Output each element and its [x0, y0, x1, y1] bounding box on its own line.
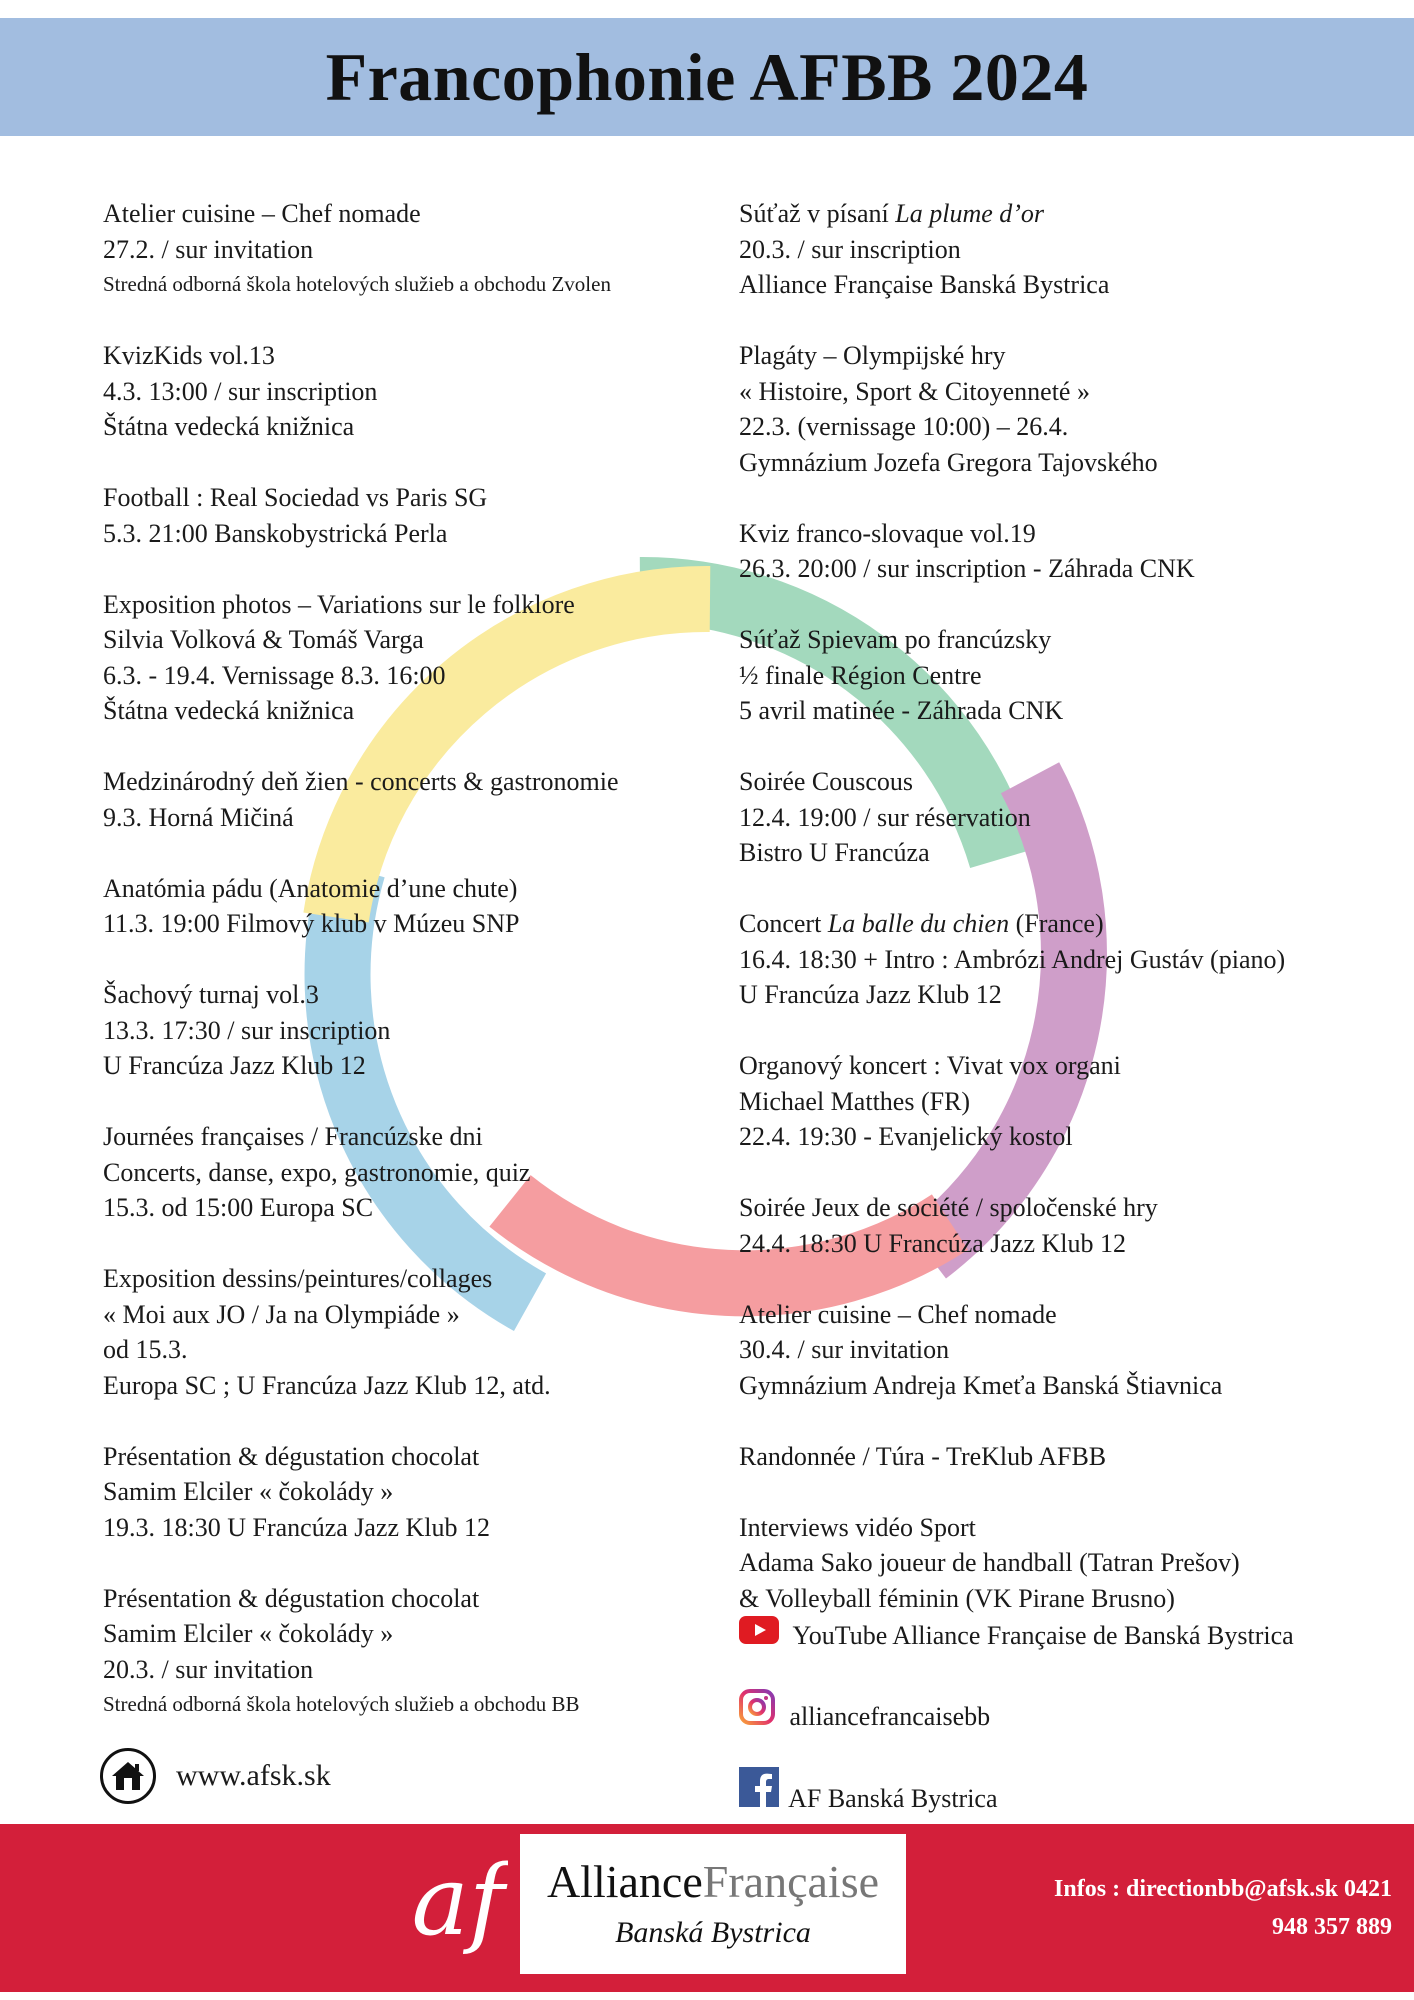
- event-detail: Štátna vedecká knižnica: [103, 412, 355, 441]
- logo-name-francaise: Française: [702, 1855, 880, 1907]
- logo-name: [546, 1855, 880, 1907]
- event-interviews: [739, 1510, 1399, 1654]
- event-detail: 19.3. 18:30 U Francúza Jazz Klub 12: [103, 1512, 491, 1542]
- facebook-icon: [739, 1767, 779, 1807]
- website-url: www.afsk.sk: [176, 1759, 331, 1792]
- event-title: Šachový turnaj vol.3: [103, 980, 319, 1009]
- event-title: Randonnée / Túra - TreKlub AFBB: [739, 1441, 1107, 1471]
- event-detail: 4.3. 13:00 / sur inscription: [103, 376, 378, 406]
- home-icon: [100, 1748, 156, 1804]
- event-venue: Bistro U Francúza: [739, 838, 930, 867]
- youtube-link[interactable]: [739, 1616, 1399, 1654]
- contact-info: [952, 1870, 1392, 1946]
- event-title: Présentation & dégustation chocolat: [103, 1583, 480, 1613]
- event-title: Soirée Couscous: [739, 767, 914, 796]
- event-concert: [739, 906, 1399, 1013]
- event-venue: U Francúza Jazz Klub 12: [739, 980, 1002, 1009]
- event-subtitle: Adama Sako joueur de handball (Tatran Prešov): [739, 1548, 1240, 1577]
- event-left-6: [103, 977, 723, 1084]
- left-event-column: [103, 196, 723, 1758]
- event-left-2: [103, 480, 723, 551]
- event-left-7: [103, 1119, 723, 1226]
- event-venue: Gymnázium Jozefa Gregora Tajovského: [739, 447, 1158, 477]
- event-spievam: [739, 622, 1399, 729]
- event-left-3: [103, 587, 723, 729]
- event-left-4: [103, 764, 723, 835]
- event-title: Exposition dessins/peintures/collages: [103, 1264, 493, 1293]
- event-detail: od 15.3.: [103, 1335, 188, 1364]
- event-title: Interviews vidéo Sport: [739, 1512, 976, 1542]
- event-detail: 20.3. / sur invitation: [103, 1654, 314, 1684]
- event-title: KvizKids vol.13: [103, 341, 275, 370]
- event-plagaty: [739, 338, 1399, 480]
- event-date: 5 avril matinée - Záhrada CNK: [739, 696, 1064, 725]
- event-left-8: [103, 1261, 723, 1403]
- event-venue: Alliance Française Banská Bystrica: [739, 270, 1110, 299]
- instagram-icon: [739, 1689, 775, 1725]
- event-title: Súťaž Spievam po francúzsky: [739, 625, 1052, 654]
- contact-email[interactable]: Infos : directionbb@afsk.sk 0421: [1054, 1876, 1392, 1902]
- event-title: Football : Real Sociedad vs Paris SG: [103, 483, 488, 512]
- event-detail: « Moi aux JO / Ja na Olympiáde »: [103, 1299, 460, 1329]
- event-left-1: [103, 338, 723, 445]
- event-date: 16.4. 18:30 + Intro : Ambrózi Andrej Gustáv (piano): [739, 944, 1286, 974]
- event-left-9: [103, 1439, 723, 1546]
- event-title: Kviz franco-slovaque vol.19: [739, 518, 1036, 548]
- facebook-label: AF Banská Bystrica: [788, 1783, 998, 1813]
- event-left-5: [103, 871, 723, 942]
- event-detail: 15.3. od 15:00 Europa SC: [103, 1193, 374, 1222]
- event-title: Anatómia pádu (Anatomie d’une chute): [103, 873, 518, 903]
- event-date: 22.3. (vernissage 10:00) – 26.4.: [739, 412, 1069, 441]
- event-venue: Stredná odborná škola hotelových služieb a obchodu BB: [103, 1692, 580, 1716]
- event-title: Organový koncert : Vivat vox organi: [739, 1051, 1121, 1080]
- event-left-0: [103, 196, 723, 303]
- event-title: [739, 196, 1399, 232]
- facebook-link[interactable]: [739, 1767, 1399, 1817]
- event-title: Présentation & dégustation chocolat: [103, 1441, 480, 1471]
- website-link[interactable]: [100, 1748, 331, 1804]
- event-title: Journées françaises / Francúzske dni: [103, 1122, 483, 1151]
- spacer: [739, 1735, 1399, 1767]
- instagram-label: alliancefrancaisebb: [789, 1702, 991, 1731]
- event-detail: Silvia Volková & Tomáš Varga: [103, 625, 424, 654]
- event-venue: Gymnázium Andreja Kmeťa Banská Štiavnica: [739, 1370, 1223, 1400]
- event-title-suffix: (France): [1009, 909, 1104, 938]
- event-plume-dor: [739, 196, 1399, 303]
- right-event-column: [739, 196, 1399, 1852]
- event-soiree-couscous: [739, 764, 1399, 871]
- event-detail: 11.3. 19:00 Filmový klub v Múzeu SNP: [103, 909, 520, 938]
- event-left-10: [103, 1581, 723, 1723]
- event-venue: Stredná odborná škola hotelových služieb a obchodu Zvolen: [103, 272, 611, 296]
- event-detail: U Francúza Jazz Klub 12: [103, 1051, 366, 1080]
- contact-phone: 948 357 889: [1272, 1914, 1392, 1940]
- event-title-italic: La plume d’or: [895, 199, 1045, 228]
- event-detail: 27.2. / sur invitation: [103, 234, 314, 264]
- title-banner: [0, 18, 1414, 136]
- event-title-italic: La balle du chien: [827, 909, 1010, 938]
- event-title: Soirée Jeux de société / spoločenské hry: [739, 1193, 1158, 1222]
- event-title: Exposition photos – Variations sur le folklore: [103, 589, 575, 619]
- event-title: Atelier cuisine – Chef nomade: [103, 199, 421, 228]
- event-title: Medzinárodný deň žien - concerts & gastronomie: [103, 767, 619, 796]
- event-subtitle: Michael Matthes (FR): [739, 1086, 971, 1116]
- event-date: 30.4. / sur invitation: [739, 1335, 950, 1364]
- event-detail: 13.3. 17:30 / sur inscription: [103, 1015, 391, 1045]
- event-subtitle: ½ finale Région Centre: [739, 660, 982, 690]
- logo-city: Banská Bystrica: [615, 1916, 811, 1950]
- event-detail: Samim Elciler « čokolády »: [103, 1477, 394, 1506]
- logo-name-alliance: Alliance: [546, 1855, 703, 1907]
- event-detail: Štátna vedecká knižnica: [103, 696, 355, 725]
- af-logo-mark: [408, 1836, 508, 1966]
- event-title-text: Súťaž v písaní: [739, 199, 896, 228]
- event-detail: Concerts, danse, expo, gastronomie, quiz: [103, 1157, 531, 1187]
- event-detail: 5.3. 21:00 Banskobystrická Perla: [103, 518, 448, 548]
- event-detail: 6.3. - 19.4. Vernissage 8.3. 16:00: [103, 660, 446, 690]
- event-soiree-jeux: [739, 1190, 1399, 1261]
- event-date: 12.4. 19:00 / sur réservation: [739, 802, 1031, 832]
- alliance-francaise-logo: [520, 1834, 906, 1974]
- youtube-icon: [739, 1616, 779, 1644]
- event-date: 26.3. 20:00 / sur inscription - Záhrada CNK: [739, 554, 1195, 583]
- event-randonnee: [739, 1439, 1399, 1475]
- instagram-link[interactable]: [739, 1689, 1399, 1735]
- event-date: 22.4. 19:30 - Evanjelický kostol: [739, 1122, 1073, 1151]
- event-title: [739, 906, 1399, 942]
- event-detail: 9.3. Horná Mičiná: [103, 802, 294, 832]
- event-organovy-koncert: [739, 1048, 1399, 1155]
- event-title-text: Concert: [739, 909, 828, 938]
- event-atelier-cuisine-2: [739, 1297, 1399, 1404]
- youtube-label: YouTube Alliance Française de Banská Bystrica: [792, 1621, 1294, 1650]
- event-detail: Europa SC ; U Francúza Jazz Klub 12, atd.: [103, 1370, 551, 1400]
- page-title: Francophonie AFBB 2024: [325, 38, 1089, 115]
- event-date: 20.3. / sur inscription: [739, 234, 961, 264]
- event-date: 24.4. 18:30 U Francúza Jazz Klub 12: [739, 1228, 1127, 1258]
- af-mark-text: af: [411, 1845, 505, 1957]
- social-links: [739, 1689, 1399, 1816]
- event-subtitle: & Volleyball féminin (VK Pirane Brusno): [739, 1583, 1175, 1613]
- event-title: Plagáty – Olympijské hry: [739, 341, 1006, 370]
- event-subtitle: « Histoire, Sport & Citoyenneté »: [739, 376, 1090, 406]
- event-kviz-franco-slovaque: [739, 516, 1399, 587]
- event-detail: Samim Elciler « čokolády »: [103, 1619, 394, 1648]
- event-title: Atelier cuisine – Chef nomade: [739, 1299, 1057, 1329]
